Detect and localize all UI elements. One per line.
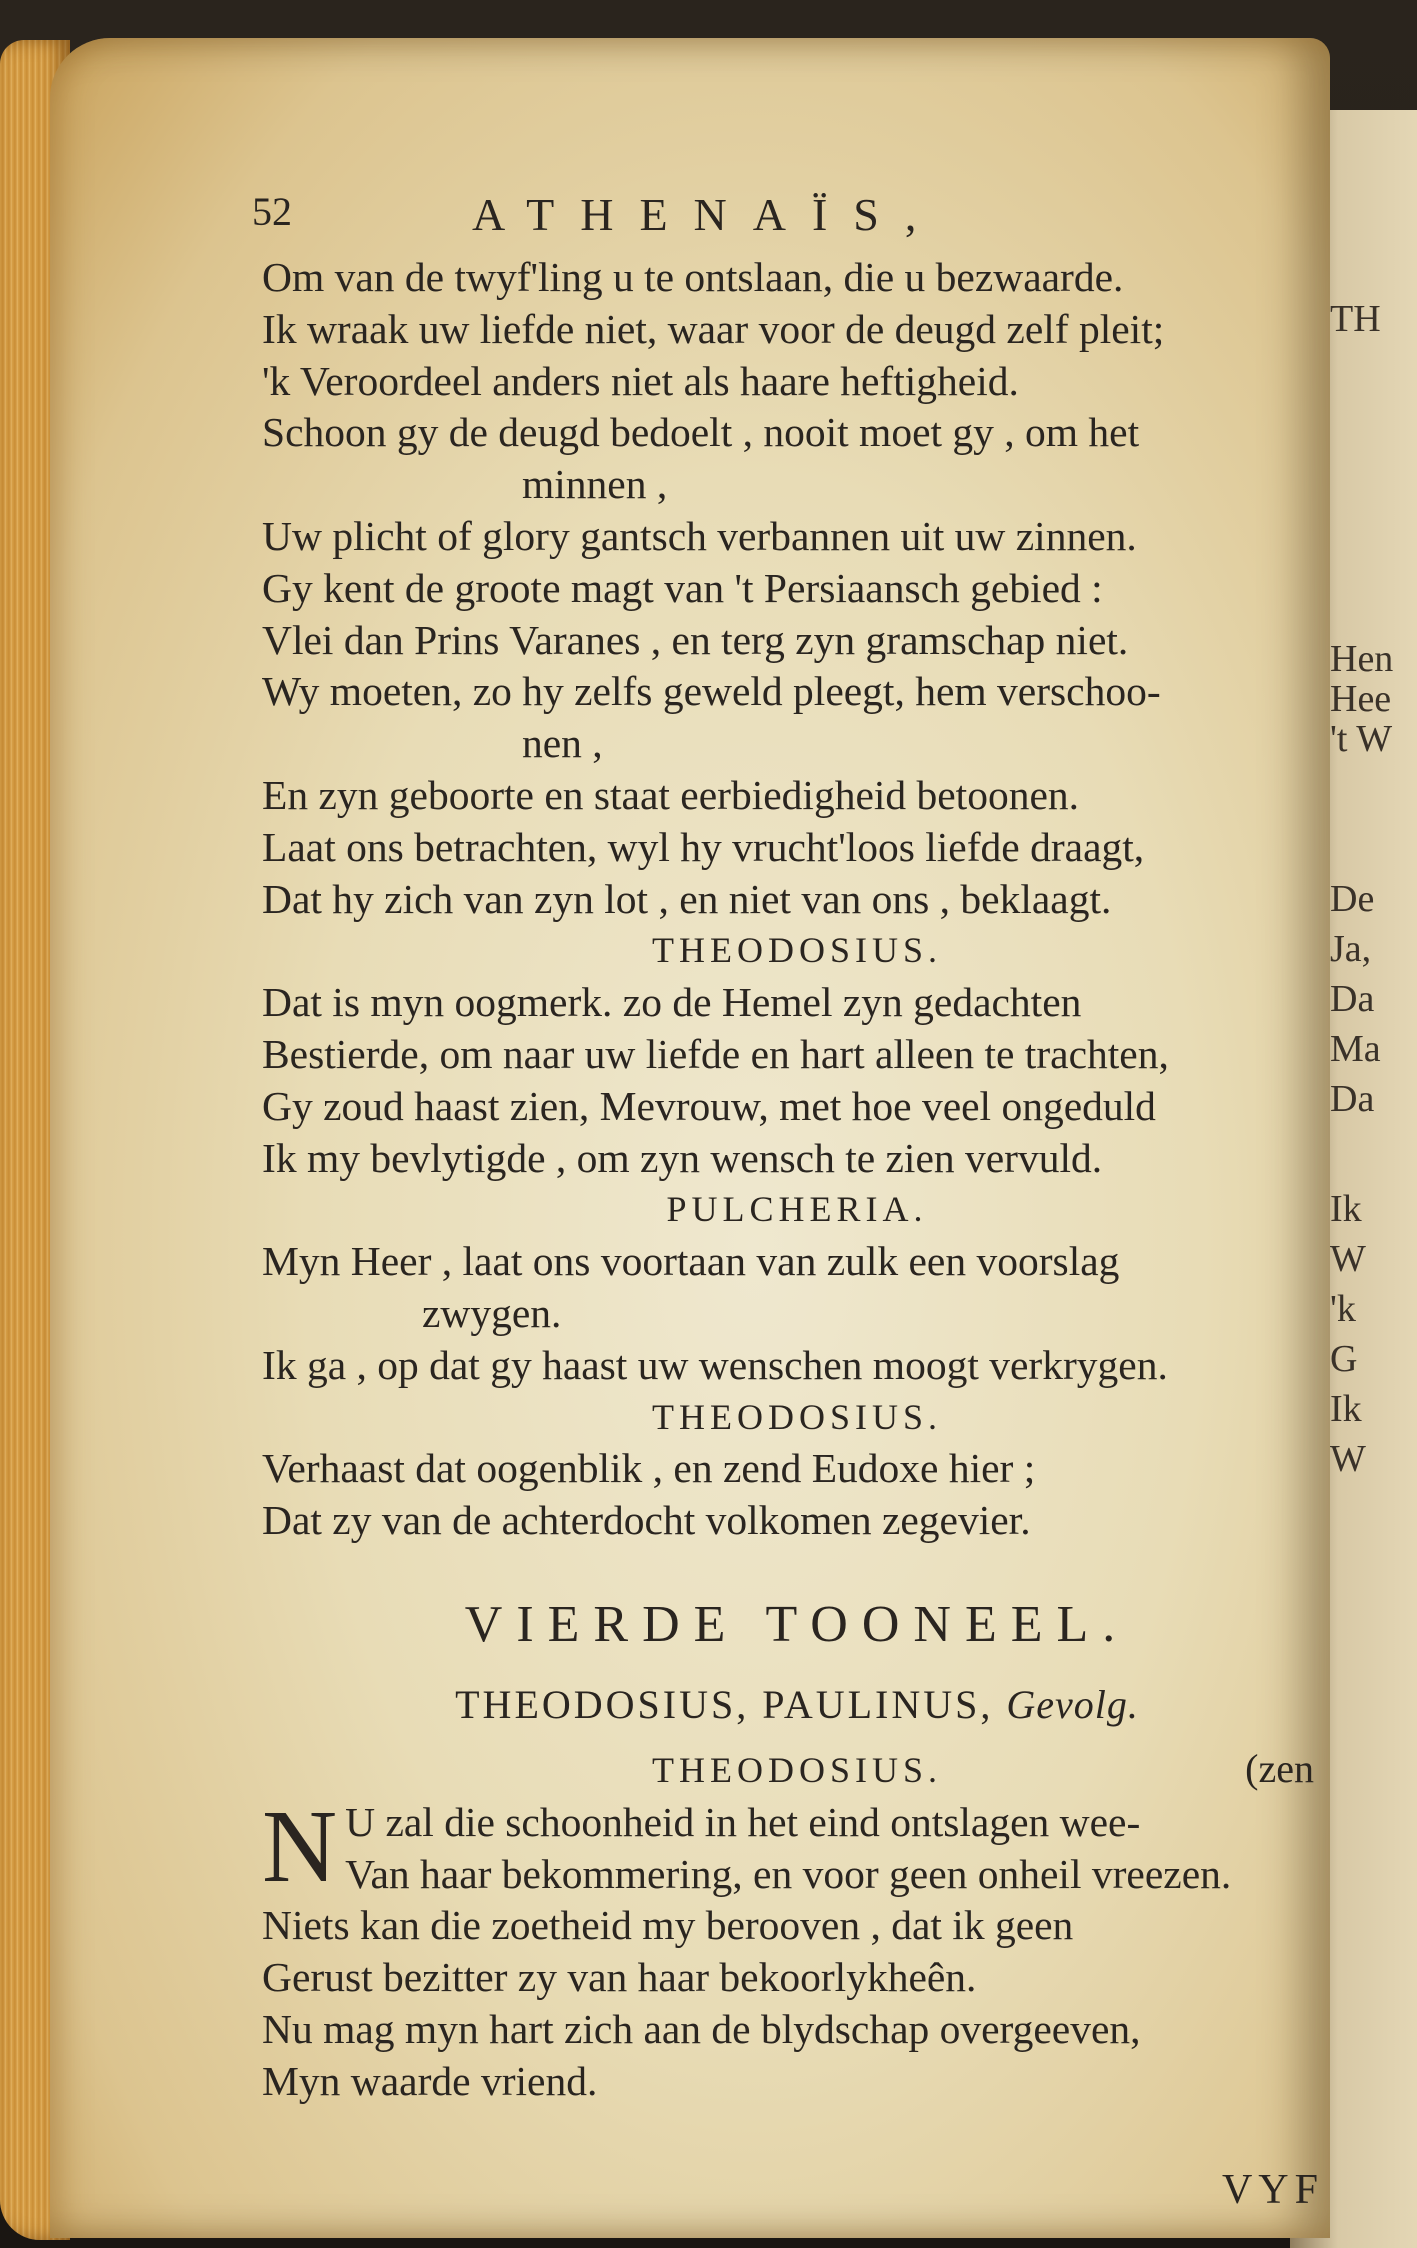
speaker-heading: THEODOSIUS. (651, 930, 942, 971)
scene-title: VIERDE TOONEEL. (464, 1595, 1130, 1653)
facing-text: Ik (1330, 1388, 1362, 1430)
verse-line: Nu mag myn hart zich aan de blydschap overgeeven, (262, 2005, 1141, 2052)
verse-line: minnen , (522, 461, 668, 508)
facing-text: TH (1330, 298, 1381, 340)
book-page (50, 38, 1330, 2238)
verse-block-4 (262, 1443, 1332, 1547)
facing-text: Hen (1330, 638, 1394, 680)
page-header (252, 188, 1332, 252)
facing-text: W (1330, 1438, 1366, 1480)
verse-line: Dat hy zich van zyn lot , en niet van ons , beklaagt. (262, 875, 1112, 922)
running-title: ATHENAÏS, (472, 189, 943, 240)
facing-text: Ma (1330, 1028, 1381, 1070)
page-number: 52 (252, 189, 292, 234)
facing-text: G (1330, 1338, 1358, 1380)
verse-line: Gerust bezitter zy van haar bekoorlykheên. (262, 1954, 977, 2001)
verse-block-1 (262, 252, 1332, 925)
verse-line: Dat is myn oogmerk. zo de Hemel zyn gedachten (262, 979, 1082, 1026)
facing-text: De (1330, 878, 1375, 920)
verse-line-text: U zal die schoonheid in het eind ontslagen wee- (345, 1798, 1141, 1845)
verse-line: Laat ons betrachten, wyl hy vrucht'loos liefde draagt, (262, 823, 1145, 870)
verse-block-5 (262, 1788, 1332, 2108)
verse-line: En zyn geboorte en staat eerbiedigheid betoonen. (262, 771, 1080, 818)
verse-line: Vlei dan Prins Varanes , en terg zyn gramschap niet. (262, 616, 1129, 663)
facing-text: Ik (1330, 1188, 1362, 1230)
verse-line: zwygen. (422, 1289, 562, 1336)
cast-list (262, 1675, 1332, 1745)
verse-line: Schoon gy de deugd bedoelt , nooit moet gy , om het (262, 409, 1140, 456)
verse-line: Uw plicht of glory gantsch verbannen uit uw zinnen. (262, 512, 1137, 559)
verse-line: Ik wraak uw liefde niet, waar voor de deugd zelf pleit; (262, 305, 1165, 352)
verse-line: Van haar bekommering, en voor geen onheil vreezen. (345, 1850, 1232, 1897)
verse-line: Om van de twyf'ling u te ontslaan, die u bezwaarde. (262, 254, 1124, 300)
verse-line: Ik my bevlytigde , om zyn wensch te zien vervuld. (262, 1134, 1103, 1181)
verse-line: Myn Heer , laat ons voortaan van zulk een voorslag (262, 1238, 1120, 1285)
verse-line: Dat zy van de achterdocht volkomen zegevier. (262, 1497, 1031, 1544)
catchword: VYF (1221, 2166, 1324, 2213)
speaker-row (262, 1745, 1332, 1797)
verse-line: nen , (522, 720, 603, 767)
speaker-heading: THEODOSIUS. (651, 1396, 942, 1437)
facing-text: 't W (1330, 718, 1393, 760)
verse-block-3 (262, 1236, 1332, 1391)
drop-capital: N (262, 1788, 338, 1904)
facing-text: Ja, (1330, 928, 1372, 970)
verse-line: Ik ga , op dat gy haast uw wenschen moogt verkrygen. (262, 1341, 1168, 1388)
facing-text: W (1330, 1238, 1366, 1280)
verse-line: Gy kent de groote magt van 't Persiaansch gebied : (262, 564, 1103, 611)
facing-text: Da (1330, 1078, 1375, 1120)
verse-line: Myn waarde vriend. (262, 2057, 598, 2104)
verse-line: Verhaast dat oogenblik , en zend Eudoxe hier ; (262, 1445, 1036, 1492)
verse-block-2 (262, 977, 1332, 1184)
turnover-word: (zen (1245, 1745, 1314, 1791)
facing-text: Da (1330, 978, 1375, 1020)
cast-names: THEODOSIUS, PAULINUS, (455, 1681, 994, 1727)
verse-line: 'k Veroordeel anders niet als haare heftigheid. (262, 357, 1019, 404)
verse-line: Wy moeten, zo hy zelfs geweld pleegt, hem verschoo- (262, 668, 1161, 715)
verse-line: Niets kan die zoetheid my berooven , dat ik geen (262, 1902, 1074, 1949)
verse-line: Bestierde, om naar uw liefde en hart alleen te trachten, (262, 1030, 1169, 1077)
verse-line: Gy zoud haast zien, Mevrouw, met hoe veel ongeduld (262, 1082, 1156, 1129)
page-text (252, 188, 1332, 2214)
facing-text: 'k (1330, 1288, 1356, 1330)
cast-extra: Gevolg. (1006, 1681, 1139, 1727)
facing-text: Hee (1330, 678, 1392, 720)
speaker-heading: THEODOSIUS. (651, 1749, 942, 1790)
speaker-heading: PULCHERIA. (666, 1189, 928, 1230)
